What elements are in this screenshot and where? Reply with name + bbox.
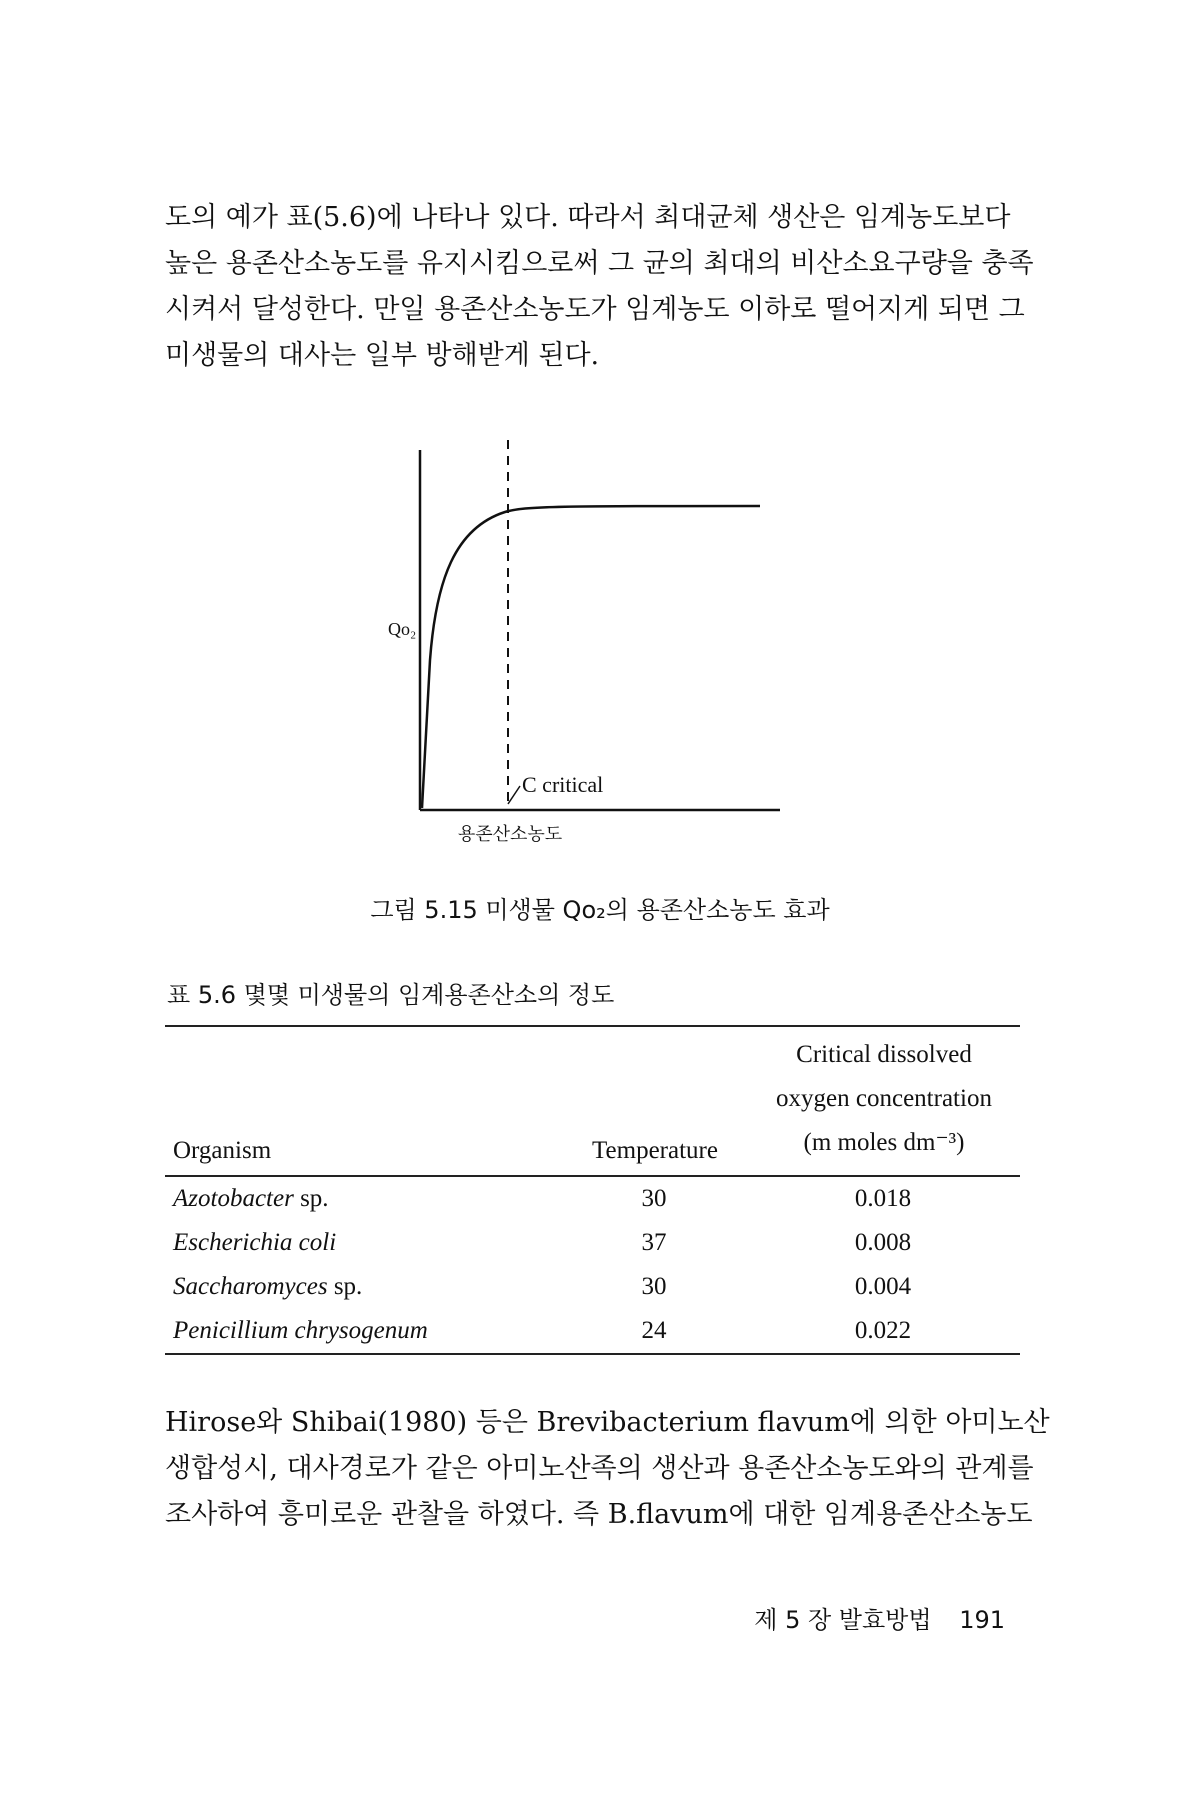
concentration-cell: 0.022 (854, 1317, 912, 1344)
concentration-cell: 0.018 (854, 1185, 912, 1212)
annotation-pointer (508, 786, 520, 804)
paragraph-line: 높은 용존산소농도를 유지시킴으로써 그 균의 최대의 비산소요구량을 충족 (165, 248, 1034, 279)
temperature-cell: 37 (641, 1229, 667, 1256)
paragraph-line: 시켜서 달성한다. 만일 용존산소농도가 임계농도 이하로 떨어지게 되면 그 (165, 294, 1025, 325)
oxygen-table (165, 1025, 1020, 1355)
table-row (165, 1265, 1020, 1309)
paragraph-line: Hirose와 Shibai(1980) 등은 Brevibacterium flavum에 의한 아미노산 (165, 1407, 1050, 1438)
paragraph-line: 도의 예가 표(5.6)에 나타나 있다. 따라서 최대균체 생산은 임계농도보다 (165, 202, 1011, 233)
paragraph-line: 생합성시, 대사경로가 같은 아미노산족의 생산과 용존산소농도와의 관계를 (165, 1453, 1034, 1484)
header-concentration (746, 1026, 1020, 1176)
table-title: 표 5.6 몇몇 미생물의 임계용존산소의 정도 (167, 981, 615, 1009)
page-number: 191 (959, 1606, 1005, 1634)
organism-name: Saccharomyces (173, 1273, 328, 1300)
page-footer (754, 1600, 1005, 1635)
organism-cell (165, 1176, 562, 1221)
species-suffix: sp. (293, 1185, 329, 1212)
y-axis-label: Qo₂ (388, 619, 417, 639)
critical-annotation: C critical (522, 772, 604, 797)
x-axis-label: 용존산소농도 (457, 824, 563, 845)
organism-name: Penicillium chrysogenum (173, 1317, 428, 1344)
figure-caption: 그림 5.15 미생물 Qo₂의 용존산소농도 효과 (370, 896, 830, 924)
paragraph-line: 조사하여 흥미로운 관찰을 하였다. 즉 B.flavum에 대한 임계용존산소농도 (165, 1499, 1033, 1530)
qo2-diagram (360, 430, 790, 860)
table-row (165, 1221, 1020, 1265)
header-temperature: Temperature (592, 1137, 718, 1164)
species-suffix: sp. (327, 1273, 363, 1300)
table-row (165, 1176, 1020, 1221)
concentration-cell: 0.004 (854, 1273, 912, 1300)
table-row (165, 1309, 1020, 1354)
body-paragraph (165, 1400, 1050, 1538)
qo2-figure (360, 430, 790, 860)
intro-paragraph (165, 195, 1034, 379)
organism-cell (165, 1309, 562, 1354)
organism-cell (165, 1265, 562, 1309)
header-concentration-line: oxygen concentration (776, 1085, 992, 1112)
header-concentration-line: Critical dissolved (796, 1041, 972, 1068)
chapter-label: 제 5 장 발효방법 (754, 1606, 932, 1634)
organism-name: Escherichia coli (173, 1229, 337, 1256)
temperature-cell: 24 (641, 1317, 667, 1344)
organism-name: Azotobacter (173, 1185, 294, 1212)
temperature-cell: 30 (641, 1273, 667, 1300)
table-header-row (165, 1026, 1020, 1176)
organism-cell (165, 1221, 562, 1265)
concentration-cell: 0.008 (854, 1229, 912, 1256)
header-concentration-line: (m moles dm⁻³) (803, 1129, 965, 1156)
temperature-cell: 30 (641, 1185, 667, 1212)
paragraph-line: 미생물의 대사는 일부 방해받게 된다. (165, 340, 600, 371)
header-organism: Organism (173, 1137, 272, 1164)
qo2-curve (422, 506, 760, 808)
